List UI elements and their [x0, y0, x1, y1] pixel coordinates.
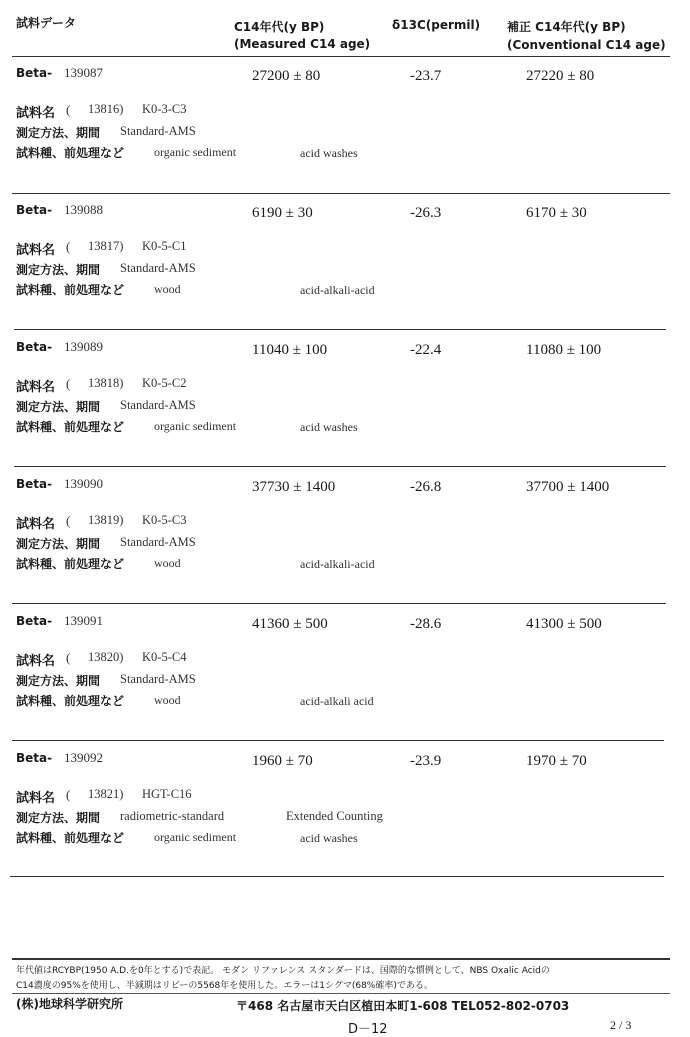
method-value: radiometric-standard [120, 809, 225, 823]
sample-number: 13818) [88, 376, 124, 390]
beta-number: 139089 [64, 339, 103, 354]
material-value: wood [154, 693, 181, 707]
delta13c-value: -28.6 [410, 616, 442, 632]
record-divider [12, 603, 666, 604]
conventional-age-subheading: (Conventional C14 age) [507, 38, 666, 52]
beta-prefix: Beta- [16, 614, 53, 628]
sample-code: HGT-C16 [142, 787, 192, 801]
measured-age: 1960 ± 70 [252, 753, 313, 769]
record-divider [14, 329, 666, 330]
conventional-age: 41300 ± 500 [526, 616, 602, 632]
sample-number: 13819) [88, 513, 124, 527]
pretreatment-label: 試料種、前処理など [16, 831, 125, 845]
sample-code: K0-5-C2 [142, 376, 187, 390]
material-value: organic sediment [154, 145, 237, 159]
beta-prefix: Beta- [16, 751, 53, 765]
material-value: wood [154, 282, 181, 296]
page-number: 2 / 3 [610, 1018, 632, 1032]
beta-prefix: Beta- [16, 66, 53, 80]
method-label: 測定方法、期間 [16, 263, 101, 277]
sample-paren: ( [66, 102, 71, 117]
beta-number: 139092 [64, 750, 103, 765]
method-extra: Extended Counting [286, 809, 383, 823]
beta-prefix: Beta- [16, 477, 53, 491]
pretreatment-label: 試料種、前処理など [16, 557, 125, 571]
record-divider [10, 876, 664, 877]
sample-number: 13821) [88, 787, 124, 801]
beta-number: 139087 [64, 65, 103, 80]
delta13c-value: -26.8 [410, 479, 442, 495]
method-label: 測定方法、期間 [16, 811, 101, 825]
sample-paren: ( [66, 787, 71, 802]
conventional-age: 27220 ± 80 [526, 68, 595, 84]
delta13c-value: -22.4 [410, 342, 442, 358]
sample-code: K0-5-C3 [142, 513, 187, 527]
delta13c-value: -23.7 [410, 68, 442, 84]
footer-divider [12, 958, 670, 960]
sample-code: K0-5-C1 [142, 239, 187, 253]
method-value: Standard-AMS [120, 535, 196, 549]
footnote-line-2: C14濃度の95%を使用し、半減期はリビーの5568年を使用した。エラーは1シグマ(68%確率)である。 [16, 981, 433, 991]
delta13c-heading: δ13C(permil) [392, 18, 481, 32]
measured-age: 41360 ± 500 [252, 616, 328, 632]
material-value: wood [154, 556, 181, 570]
measured-age-subheading: (Measured C14 age) [234, 37, 371, 51]
sample-number: 13817) [88, 239, 124, 253]
header-divider [12, 56, 670, 57]
sample-code: K0-3-C3 [142, 102, 187, 116]
pretreatment-label: 試料種、前処理など [16, 283, 125, 297]
pretreatment-label: 試料種、前処理など [16, 694, 125, 708]
method-label: 測定方法、期間 [16, 537, 101, 551]
method-value: Standard-AMS [120, 124, 196, 138]
method-value: Standard-AMS [120, 398, 196, 412]
sample-name-label: 試料名 [16, 106, 56, 121]
treatment-value: acid-alkali-acid [300, 557, 375, 571]
company-name: (株)地球科学研究所 [16, 997, 123, 1011]
method-label: 測定方法、期間 [16, 126, 101, 140]
sample-paren: ( [66, 650, 71, 665]
sample-name-label: 試料名 [16, 654, 56, 669]
sample-data-heading: 試料データ [16, 16, 77, 30]
page-code: D－12 [348, 1022, 388, 1037]
treatment-value: acid washes [300, 831, 358, 845]
delta13c-value: -26.3 [410, 205, 442, 221]
pretreatment-label: 試料種、前処理など [16, 420, 125, 434]
beta-prefix: Beta- [16, 340, 53, 354]
treatment-value: acid-alkali-acid [300, 283, 375, 297]
method-value: Standard-AMS [120, 261, 196, 275]
beta-number: 139090 [64, 476, 103, 491]
conventional-age-heading: 補正 C14年代(y BP) [507, 20, 626, 34]
conventional-age: 37700 ± 1400 [526, 479, 610, 495]
material-value: organic sediment [154, 419, 237, 433]
record-divider [12, 193, 670, 194]
footnote-line-1: 年代値はRCYBP(1950 A.D.を0年とする)で表記。 モダン リファレンス スタンダードは、国際的な慣例として、NBS Oxalic Acidの [16, 966, 550, 976]
treatment-value: acid-alkali acid [300, 694, 374, 708]
material-value: organic sediment [154, 830, 237, 844]
delta13c-value: -23.9 [410, 753, 442, 769]
measured-age: 6190 ± 30 [252, 205, 313, 221]
sample-number: 13816) [88, 102, 124, 116]
method-label: 測定方法、期間 [16, 674, 101, 688]
record-divider [14, 466, 666, 467]
sample-name-label: 試料名 [16, 791, 56, 806]
sample-name-label: 試料名 [16, 380, 56, 395]
beta-prefix: Beta- [16, 203, 53, 217]
record-divider [12, 740, 664, 741]
beta-number: 139088 [64, 202, 103, 217]
measured-age: 27200 ± 80 [252, 68, 321, 84]
conventional-age: 1970 ± 70 [526, 753, 587, 769]
sample-number: 13820) [88, 650, 124, 664]
measured-age: 37730 ± 1400 [252, 479, 336, 495]
conventional-age: 6170 ± 30 [526, 205, 587, 221]
treatment-value: acid washes [300, 420, 358, 434]
sample-paren: ( [66, 513, 71, 528]
sample-name-label: 試料名 [16, 243, 56, 258]
sample-paren: ( [66, 239, 71, 254]
method-value: Standard-AMS [120, 672, 196, 686]
treatment-value: acid washes [300, 146, 358, 160]
sample-name-label: 試料名 [16, 517, 56, 532]
conventional-age: 11080 ± 100 [526, 342, 602, 358]
sample-paren: ( [66, 376, 71, 391]
pretreatment-label: 試料種、前処理など [16, 146, 125, 160]
company-address: 〒468 名古屋市天白区植田本町1-608 TEL052-802-0703 [236, 999, 570, 1013]
beta-number: 139091 [64, 613, 103, 628]
method-label: 測定方法、期間 [16, 400, 101, 414]
footer-divider-2 [12, 993, 670, 994]
measured-age-heading: C14年代(y BP) [234, 20, 325, 34]
sample-code: K0-5-C4 [142, 650, 187, 664]
measured-age: 11040 ± 100 [252, 342, 328, 358]
